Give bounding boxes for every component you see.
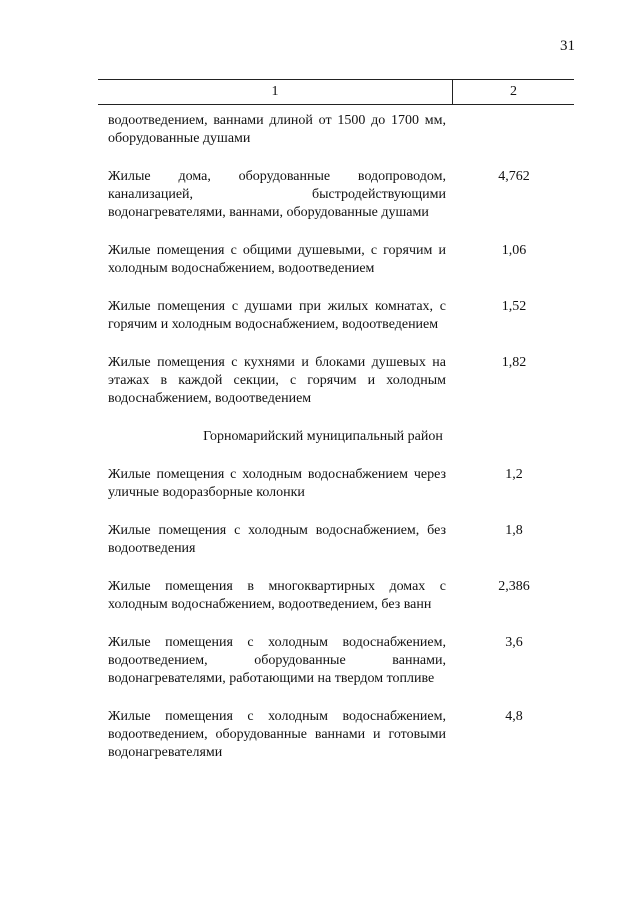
row-description: Жилые помещения с холодным водоснабжением через уличные водоразборные колонки: [108, 467, 446, 500]
row-description: Жилые помещения с общими душевыми, с горячим и холодным водоснабжением, водоотведением: [108, 243, 446, 276]
row-description: Жилые помещения с холодным водоснабжением, водоотведением, оборудованные ваннами, водонагревателями, работающими на твердом топливе: [108, 635, 446, 686]
table-row: [108, 466, 538, 502]
row-value: 1,06: [501, 243, 527, 258]
row-value: 2,386: [498, 579, 530, 594]
row-description: Жилые помещения с душами при жилых комнатах, с горячим и холодным водоснабжением, водоотведением: [108, 299, 446, 332]
row-value: 4,762: [498, 169, 530, 184]
table-row: [108, 112, 538, 148]
row-description: водоотведением, ваннами длиной от 1500 до 1700 мм, оборудованные душами: [108, 113, 446, 146]
row-value: 4,8: [505, 709, 523, 724]
row-value: 1,2: [505, 467, 523, 482]
table-row: [108, 708, 538, 762]
table-row: [108, 522, 538, 558]
table-row: [108, 168, 538, 222]
table-row: [108, 634, 538, 688]
page-number: 31: [560, 38, 575, 54]
column-header-1: 1: [98, 80, 453, 104]
table-row: [108, 242, 538, 278]
row-description: Жилые помещения с холодным водоснабжением, без водоотведения: [108, 523, 446, 556]
row-value: 1,8: [505, 523, 523, 538]
row-description: Жилые помещения в многоквартирных домах с холодным водоснабжением, водоотведением, без ванн: [108, 579, 446, 612]
row-value: 1,52: [501, 299, 527, 314]
table-row: [108, 298, 538, 334]
row-value: 3,6: [505, 635, 523, 650]
row-description: Жилые помещения с холодным водоснабжением, водоотведением, оборудованные ваннами и готовыми водонагревателями: [108, 709, 446, 760]
table-body: [108, 112, 538, 762]
row-description: Жилые помещения с кухнями и блоками душевых на этажах в каждой секции, с горячим и холодным водоснабжением, водоотведением: [108, 355, 446, 406]
table-row: [108, 578, 538, 614]
row-value: 1,82: [501, 355, 527, 370]
table-row: [108, 354, 538, 408]
section-heading: Горномарийский муниципальный район: [203, 429, 443, 444]
table-header: [98, 79, 574, 105]
row-description: Жилые дома, оборудованные водопроводом, канализацией, быстродействующими водонагревателями, ваннами, оборудованные душами: [108, 169, 446, 220]
column-header-2: 2: [510, 84, 517, 99]
